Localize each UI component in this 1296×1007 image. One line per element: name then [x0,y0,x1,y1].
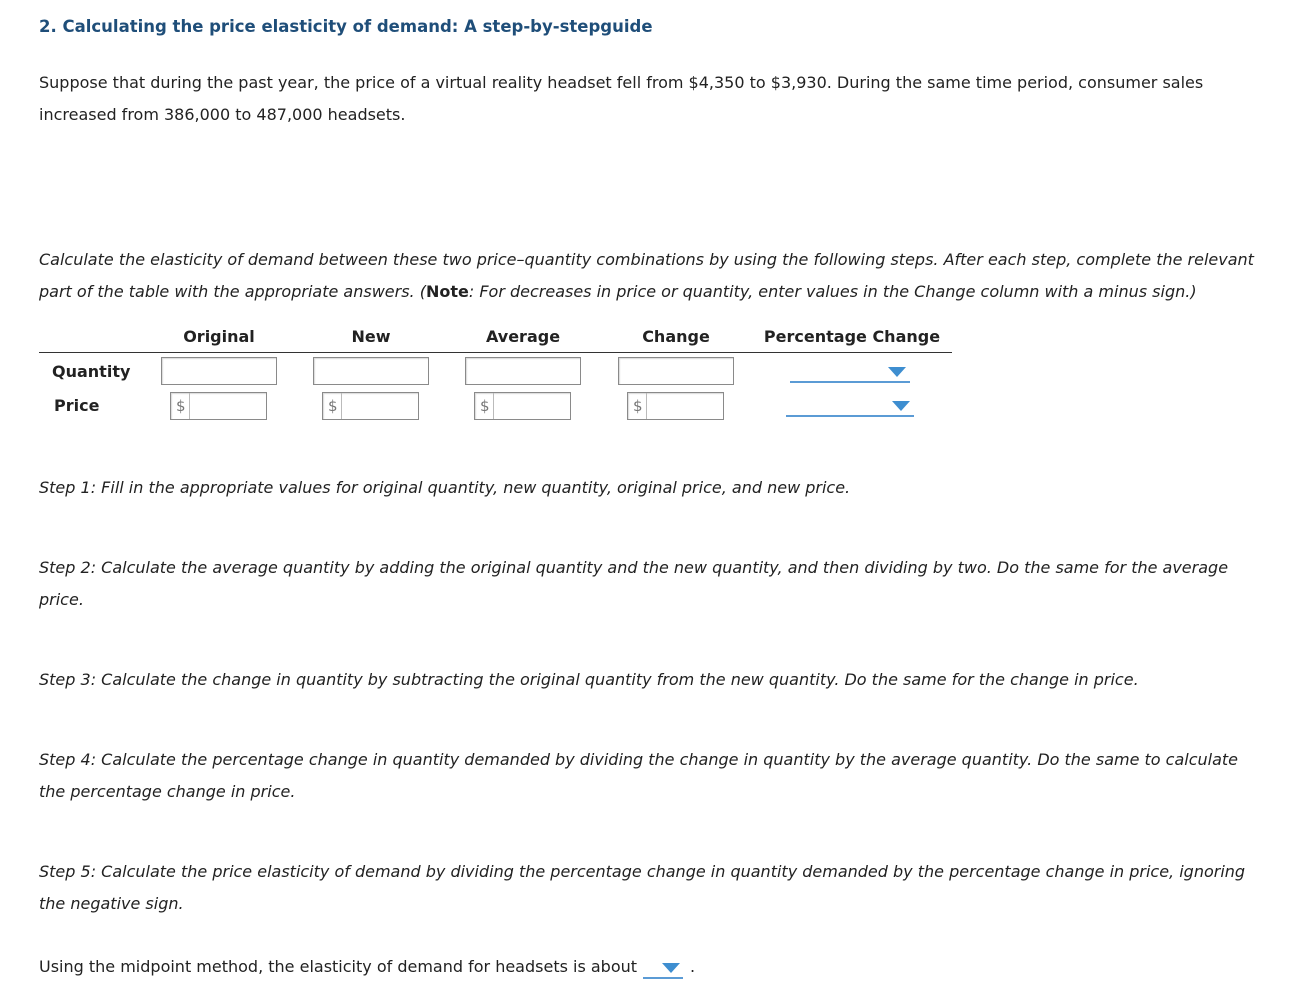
instructions-line-1: Calculate the elasticity of demand between these two price–quantity combinations by using the following steps. After each step, complete the relevant [39,250,1254,269]
price-original-input[interactable] [190,393,266,419]
price-original-field[interactable] [170,392,267,420]
dollar-sign: $ [475,393,494,419]
chevron-down-icon [888,367,906,377]
elasticity-answer-dropdown[interactable] [643,955,683,979]
step-1: Step 1: Fill in the appropriate values for original quantity, new quantity, original price, and new price. [39,478,851,497]
final-period: . [690,957,696,976]
instructions-line-2-a: part of the table with the appropriate answers. ( [39,282,426,301]
price-percentage-change-dropdown[interactable] [786,393,914,417]
intro-paragraph [39,67,1264,131]
step-4-line-1: Step 4: Calculate the percentage change in quantity demanded by dividing the change in quantity by the average quantity. Do the same to calculate [39,750,1239,769]
table-header-divider [39,352,952,353]
header-average: Average [485,327,561,346]
row-label-price: Price [54,396,100,415]
header-change: Change [642,327,710,346]
quantity-average-input[interactable] [465,357,581,385]
header-original: Original [183,327,255,346]
price-change-field[interactable] [627,392,724,420]
step-2 [39,552,1264,616]
instructions-line-2-b: : For decreases in price or quantity, enter values in the Change column with a minus sign.) [468,282,1197,301]
instructions-line-2 [39,276,1264,308]
chevron-down-icon [662,963,680,973]
intro-line-1: Suppose that during the past year, the price of a virtual reality headset fell from $4,350 to $3,930. During the same time period, consumer sales [39,73,1204,92]
row-label-quantity: Quantity [52,362,131,381]
header-new: New [351,327,391,346]
price-average-field[interactable] [474,392,571,420]
price-new-field[interactable] [322,392,419,420]
quantity-new-input[interactable] [313,357,429,385]
note-label: Note [425,282,469,301]
quantity-change-input[interactable] [618,357,734,385]
instructions-paragraph [39,244,1264,308]
step-2-line-1: Step 2: Calculate the average quantity by adding the original quantity and the new quantity, and then dividing by two. Do the same for the average [39,558,1229,577]
page-title: 2. Calculating the price elasticity of demand: A step-by-stepguide [39,17,653,36]
quantity-percentage-change-dropdown[interactable] [790,359,910,383]
step-5 [39,856,1264,920]
price-new-input[interactable] [342,393,418,419]
step-4 [39,744,1264,808]
step-2-line-2: price. [39,590,84,609]
dollar-sign: $ [628,393,647,419]
price-change-input[interactable] [647,393,723,419]
dollar-sign: $ [171,393,190,419]
quantity-original-input[interactable] [161,357,277,385]
step-4-line-2: the percentage change in price. [39,782,296,801]
step-5-line-2: the negative sign. [39,894,184,913]
intro-line-2: increased from 386,000 to 487,000 headsets. [39,105,406,124]
step-5-line-1: Step 5: Calculate the price elasticity of demand by dividing the percentage change in quantity demanded by the percentage change in price, ignoring [39,862,1246,881]
final-answer-text: Using the midpoint method, the elasticity of demand for headsets is about [39,957,638,976]
final-answer-sentence [39,957,637,976]
chevron-down-icon [892,401,910,411]
step-3: Step 3: Calculate the change in quantity by subtracting the original quantity from the new quantity. Do the same for the change in price. [39,670,1139,689]
dollar-sign: $ [323,393,342,419]
price-average-input[interactable] [494,393,570,419]
header-percentage-change: Percentage Change [763,327,941,346]
